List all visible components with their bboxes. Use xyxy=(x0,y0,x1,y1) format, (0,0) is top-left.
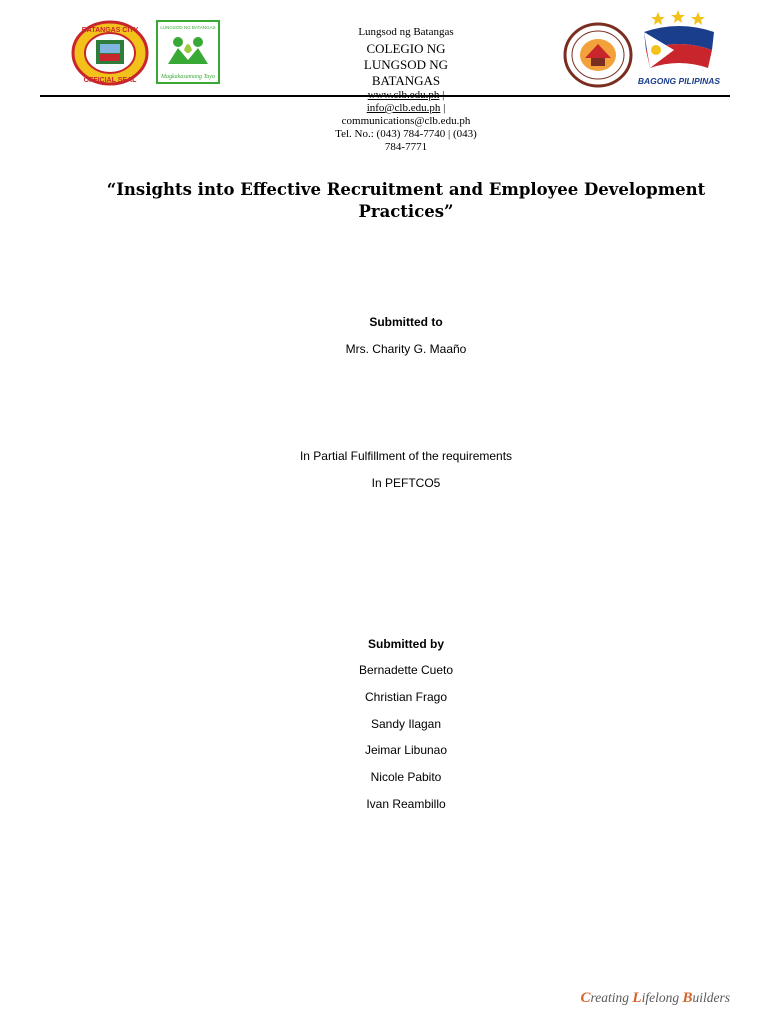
title-line-2: Practices” xyxy=(358,202,454,221)
info-email-link[interactable]: info@clb.edu.ph xyxy=(366,102,441,114)
member-name: Sandy Ilagan xyxy=(370,717,442,731)
member-name: Bernadette Cueto xyxy=(358,663,454,677)
website-link[interactable]: www.clb.edu.ph xyxy=(367,89,440,101)
submitted-to-label: Submitted to xyxy=(369,315,443,329)
tagline-initial-b: B xyxy=(682,990,693,1006)
header-divider xyxy=(40,95,730,97)
batangas-city-seal-logo xyxy=(70,20,150,86)
bagong-pilipinas-logo xyxy=(634,10,724,90)
member-name: Jeimar Libunao xyxy=(364,743,448,757)
school-name-line-1: COLEGIO NG xyxy=(366,41,446,56)
tagline-word-lifelong: ifelong xyxy=(641,990,683,1005)
member-name: Nicole Pabito xyxy=(370,770,442,784)
member-name: Christian Frago xyxy=(364,690,448,704)
instructor-name: Mrs. Charity G. Maaño xyxy=(345,342,467,356)
school-name-line-3: BATANGAS xyxy=(371,73,441,88)
tagline-initial-c: C xyxy=(580,990,591,1006)
separator: | xyxy=(439,89,445,101)
member-name: Ivan Reambillo xyxy=(366,797,446,811)
tagline-word-creating: reating xyxy=(590,990,633,1005)
separator: | xyxy=(440,102,446,114)
bagong-pilipinas-caption: BAGONG PILIPINAS xyxy=(637,76,721,86)
clb-school-seal-logo xyxy=(563,22,633,88)
title-line-1: “Insights into Effective Recruitment and Employee Development xyxy=(106,180,706,199)
green-logo-top-text: LUNGSOD NG BATANGAS xyxy=(160,25,216,30)
city-name: Lungsod ng Batangas xyxy=(358,26,454,38)
letterhead-text xyxy=(256,26,556,154)
contact-info xyxy=(256,89,556,154)
school-name xyxy=(256,41,556,89)
seal-ring-bottom-text: OFFICIAL SEAL xyxy=(83,77,137,84)
telephone-line-2: 784-7771 xyxy=(384,141,428,153)
footer-tagline xyxy=(581,990,730,1007)
tagline-initial-l: L xyxy=(632,990,642,1006)
telephone-line-1: Tel. No.: (043) 784-7740 | (043) xyxy=(335,128,477,140)
school-name-line-2: LUNGSOD NG xyxy=(363,57,449,72)
fulfillment-line: In Partial Fulfillment of the requirements xyxy=(299,449,513,463)
city-green-logo xyxy=(156,20,220,84)
communications-email: communications@clb.edu.ph xyxy=(341,115,471,127)
course-code: In PEFTCO5 xyxy=(371,476,441,490)
submitted-by-label: Submitted by xyxy=(367,637,444,651)
green-logo-script-text: Magkakasamang Tayo xyxy=(161,74,215,80)
document-title xyxy=(96,179,716,223)
tagline-word-builders: uilders xyxy=(692,990,730,1005)
seal-ring-top-text: BATANGAS CITY xyxy=(81,27,139,34)
